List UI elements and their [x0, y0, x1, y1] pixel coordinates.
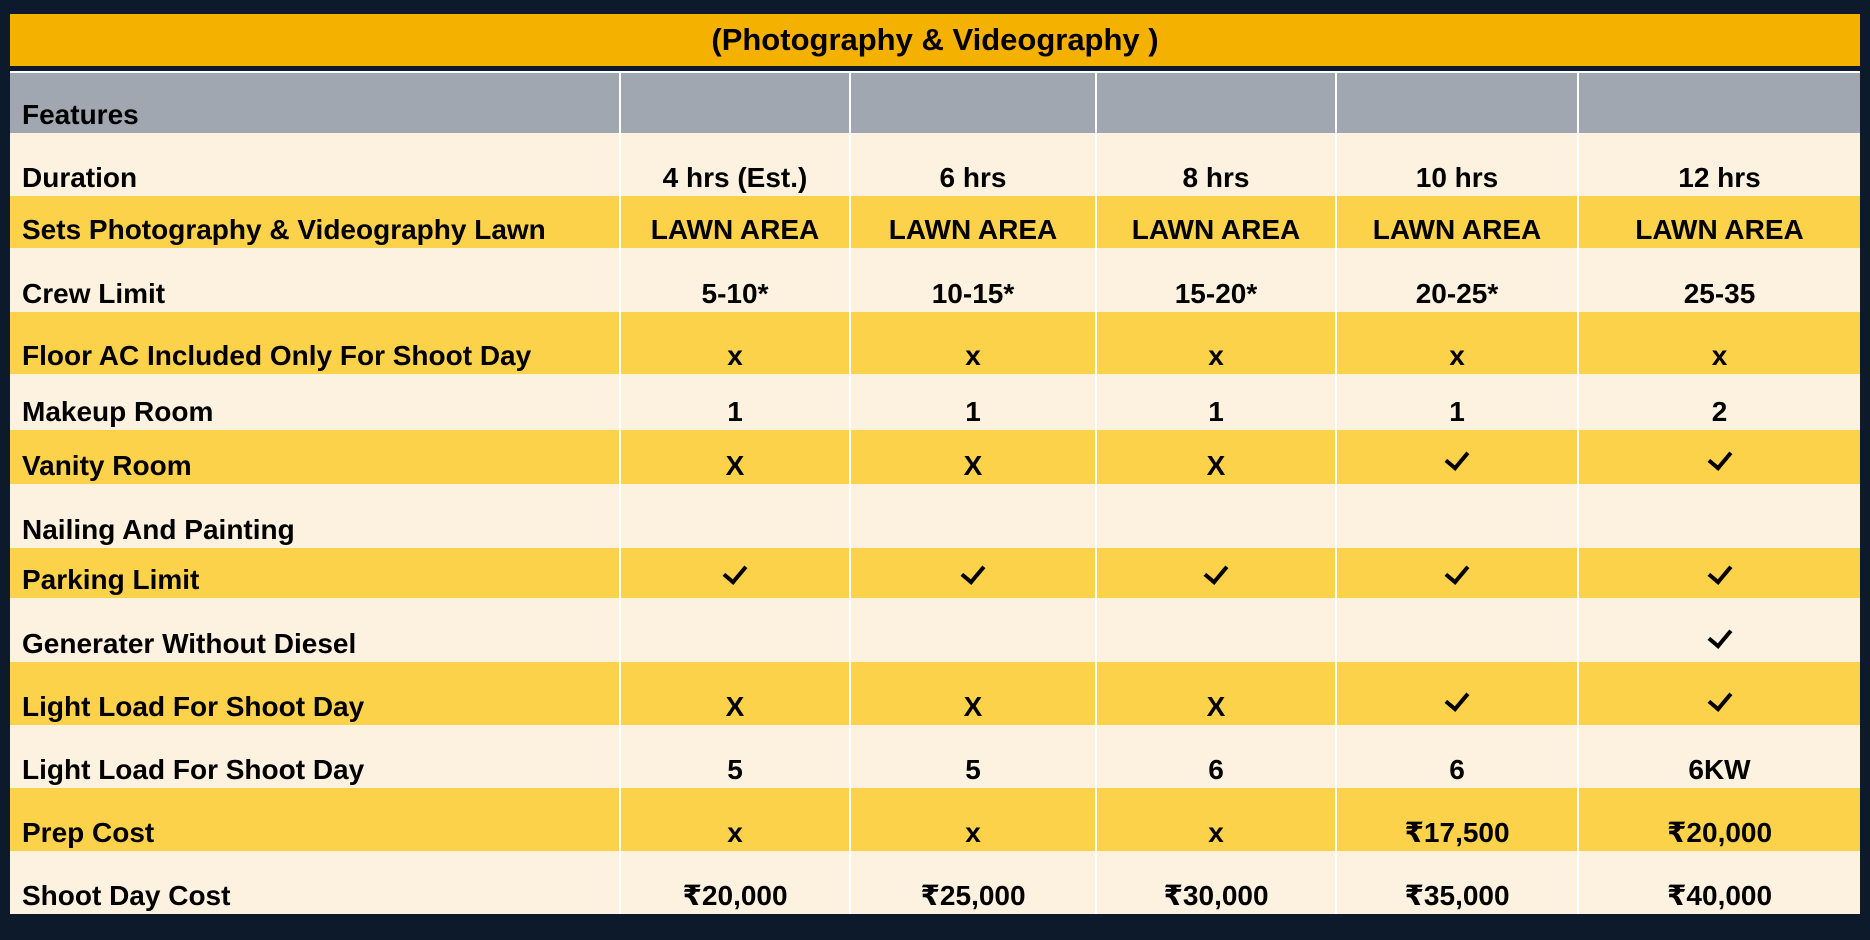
table-cell: 5: [620, 725, 850, 788]
table-cell: 1: [620, 374, 850, 430]
table-cell: ₹20,000: [1578, 788, 1860, 851]
table-cell: 8 hrs: [1096, 133, 1336, 196]
table-cell: [1578, 598, 1860, 662]
table-cell: 5: [850, 725, 1096, 788]
table-cell: [1096, 484, 1336, 548]
table-cell: 2: [1578, 374, 1860, 430]
table-cell: [620, 598, 850, 662]
table-cell: x: [1096, 312, 1336, 374]
table-cell: x: [620, 312, 850, 374]
table-cell: 1: [1336, 374, 1578, 430]
table-cell: 10 hrs: [1336, 133, 1578, 196]
table-cell: X: [620, 430, 850, 484]
table-cell: [1336, 548, 1578, 598]
table-row: [10, 248, 1860, 312]
table-cell: LAWN AREA: [850, 196, 1096, 248]
table-cell: X: [620, 662, 850, 725]
table-row: [10, 851, 1860, 914]
feature-label: Duration: [10, 133, 620, 196]
table-cell: [850, 548, 1096, 598]
table-cell: LAWN AREA: [1336, 196, 1578, 248]
check-icon: [723, 559, 748, 585]
table-cell: 6: [1096, 725, 1336, 788]
table-cell: [1578, 548, 1860, 598]
table-cell: ₹25,000: [850, 851, 1096, 914]
check-icon: [1707, 559, 1732, 585]
table-cell: [1578, 662, 1860, 725]
table-cell: 25-35: [1578, 248, 1860, 312]
table-cell: 20-25*: [1336, 248, 1578, 312]
table-cell: x: [850, 788, 1096, 851]
check-icon: [1445, 445, 1470, 471]
feature-label: Makeup Room: [10, 374, 620, 430]
table-cell: [1096, 548, 1336, 598]
table-row: [10, 788, 1860, 851]
feature-label: Light Load For Shoot Day: [10, 662, 620, 725]
check-icon: [1445, 559, 1470, 585]
table-title: (Photography & Videography ): [10, 14, 1860, 66]
table-cell: ₹20,000: [620, 851, 850, 914]
table-row: [10, 196, 1860, 248]
table-cell: [620, 484, 850, 548]
table-cell: ₹30,000: [1096, 851, 1336, 914]
table-row: [10, 484, 1860, 548]
table-cell: [850, 484, 1096, 548]
table-body: [10, 72, 1860, 914]
column-header: [850, 72, 1096, 133]
table-cell: ₹17,500: [1336, 788, 1578, 851]
table-row: [10, 548, 1860, 598]
features-header: Features: [10, 72, 620, 133]
table-cell: ₹40,000: [1578, 851, 1860, 914]
feature-label: Generater Without Diesel: [10, 598, 620, 662]
table-row: [10, 133, 1860, 196]
column-header: [1336, 72, 1578, 133]
table-cell: [1578, 484, 1860, 548]
check-icon: [1445, 686, 1470, 712]
table-cell: [1578, 430, 1860, 484]
table-cell: LAWN AREA: [1578, 196, 1860, 248]
check-icon: [961, 559, 986, 585]
table-cell: 6KW: [1578, 725, 1860, 788]
table-cell: x: [1096, 788, 1336, 851]
pricing-table: [10, 71, 1860, 914]
table-cell: [620, 548, 850, 598]
table-cell: x: [620, 788, 850, 851]
header-row: [10, 72, 1860, 133]
table-cell: [1336, 430, 1578, 484]
table-row: [10, 312, 1860, 374]
table-cell: [850, 598, 1096, 662]
table-cell: x: [850, 312, 1096, 374]
table-cell: LAWN AREA: [1096, 196, 1336, 248]
column-header: [1096, 72, 1336, 133]
column-header: [1578, 72, 1860, 133]
table-cell: x: [1578, 312, 1860, 374]
table-cell: 4 hrs (Est.): [620, 133, 850, 196]
column-header: [620, 72, 850, 133]
table-cell: LAWN AREA: [620, 196, 850, 248]
table-cell: X: [850, 662, 1096, 725]
table-cell: X: [1096, 430, 1336, 484]
feature-label: Vanity Room: [10, 430, 620, 484]
check-icon: [1707, 445, 1732, 471]
feature-label: Light Load For Shoot Day: [10, 725, 620, 788]
table-cell: [1336, 662, 1578, 725]
feature-label: Prep Cost: [10, 788, 620, 851]
feature-label: Shoot Day Cost: [10, 851, 620, 914]
table-row: [10, 725, 1860, 788]
table-row: [10, 430, 1860, 484]
table-cell: 6 hrs: [850, 133, 1096, 196]
pricing-panel: [10, 14, 1860, 928]
table-row: [10, 598, 1860, 662]
table-cell: 10-15*: [850, 248, 1096, 312]
check-icon: [1707, 623, 1732, 649]
table-cell: [1336, 598, 1578, 662]
table-cell: X: [850, 430, 1096, 484]
table-cell: X: [1096, 662, 1336, 725]
feature-label: Sets Photography & Videography Lawn: [10, 196, 620, 248]
feature-label: Floor AC Included Only For Shoot Day: [10, 312, 620, 374]
table-cell: [1336, 484, 1578, 548]
table-cell: ₹35,000: [1336, 851, 1578, 914]
table-cell: 1: [850, 374, 1096, 430]
feature-label: Crew Limit: [10, 248, 620, 312]
table-cell: 1: [1096, 374, 1336, 430]
table-row: [10, 374, 1860, 430]
feature-label: Nailing And Painting: [10, 484, 620, 548]
check-icon: [1707, 686, 1732, 712]
table-cell: 6: [1336, 725, 1578, 788]
table-cell: 15-20*: [1096, 248, 1336, 312]
table-row: [10, 662, 1860, 725]
check-icon: [1204, 559, 1229, 585]
table-cell: [1096, 598, 1336, 662]
table-cell: x: [1336, 312, 1578, 374]
table-cell: 12 hrs: [1578, 133, 1860, 196]
table-cell: 5-10*: [620, 248, 850, 312]
feature-label: Parking Limit: [10, 548, 620, 598]
